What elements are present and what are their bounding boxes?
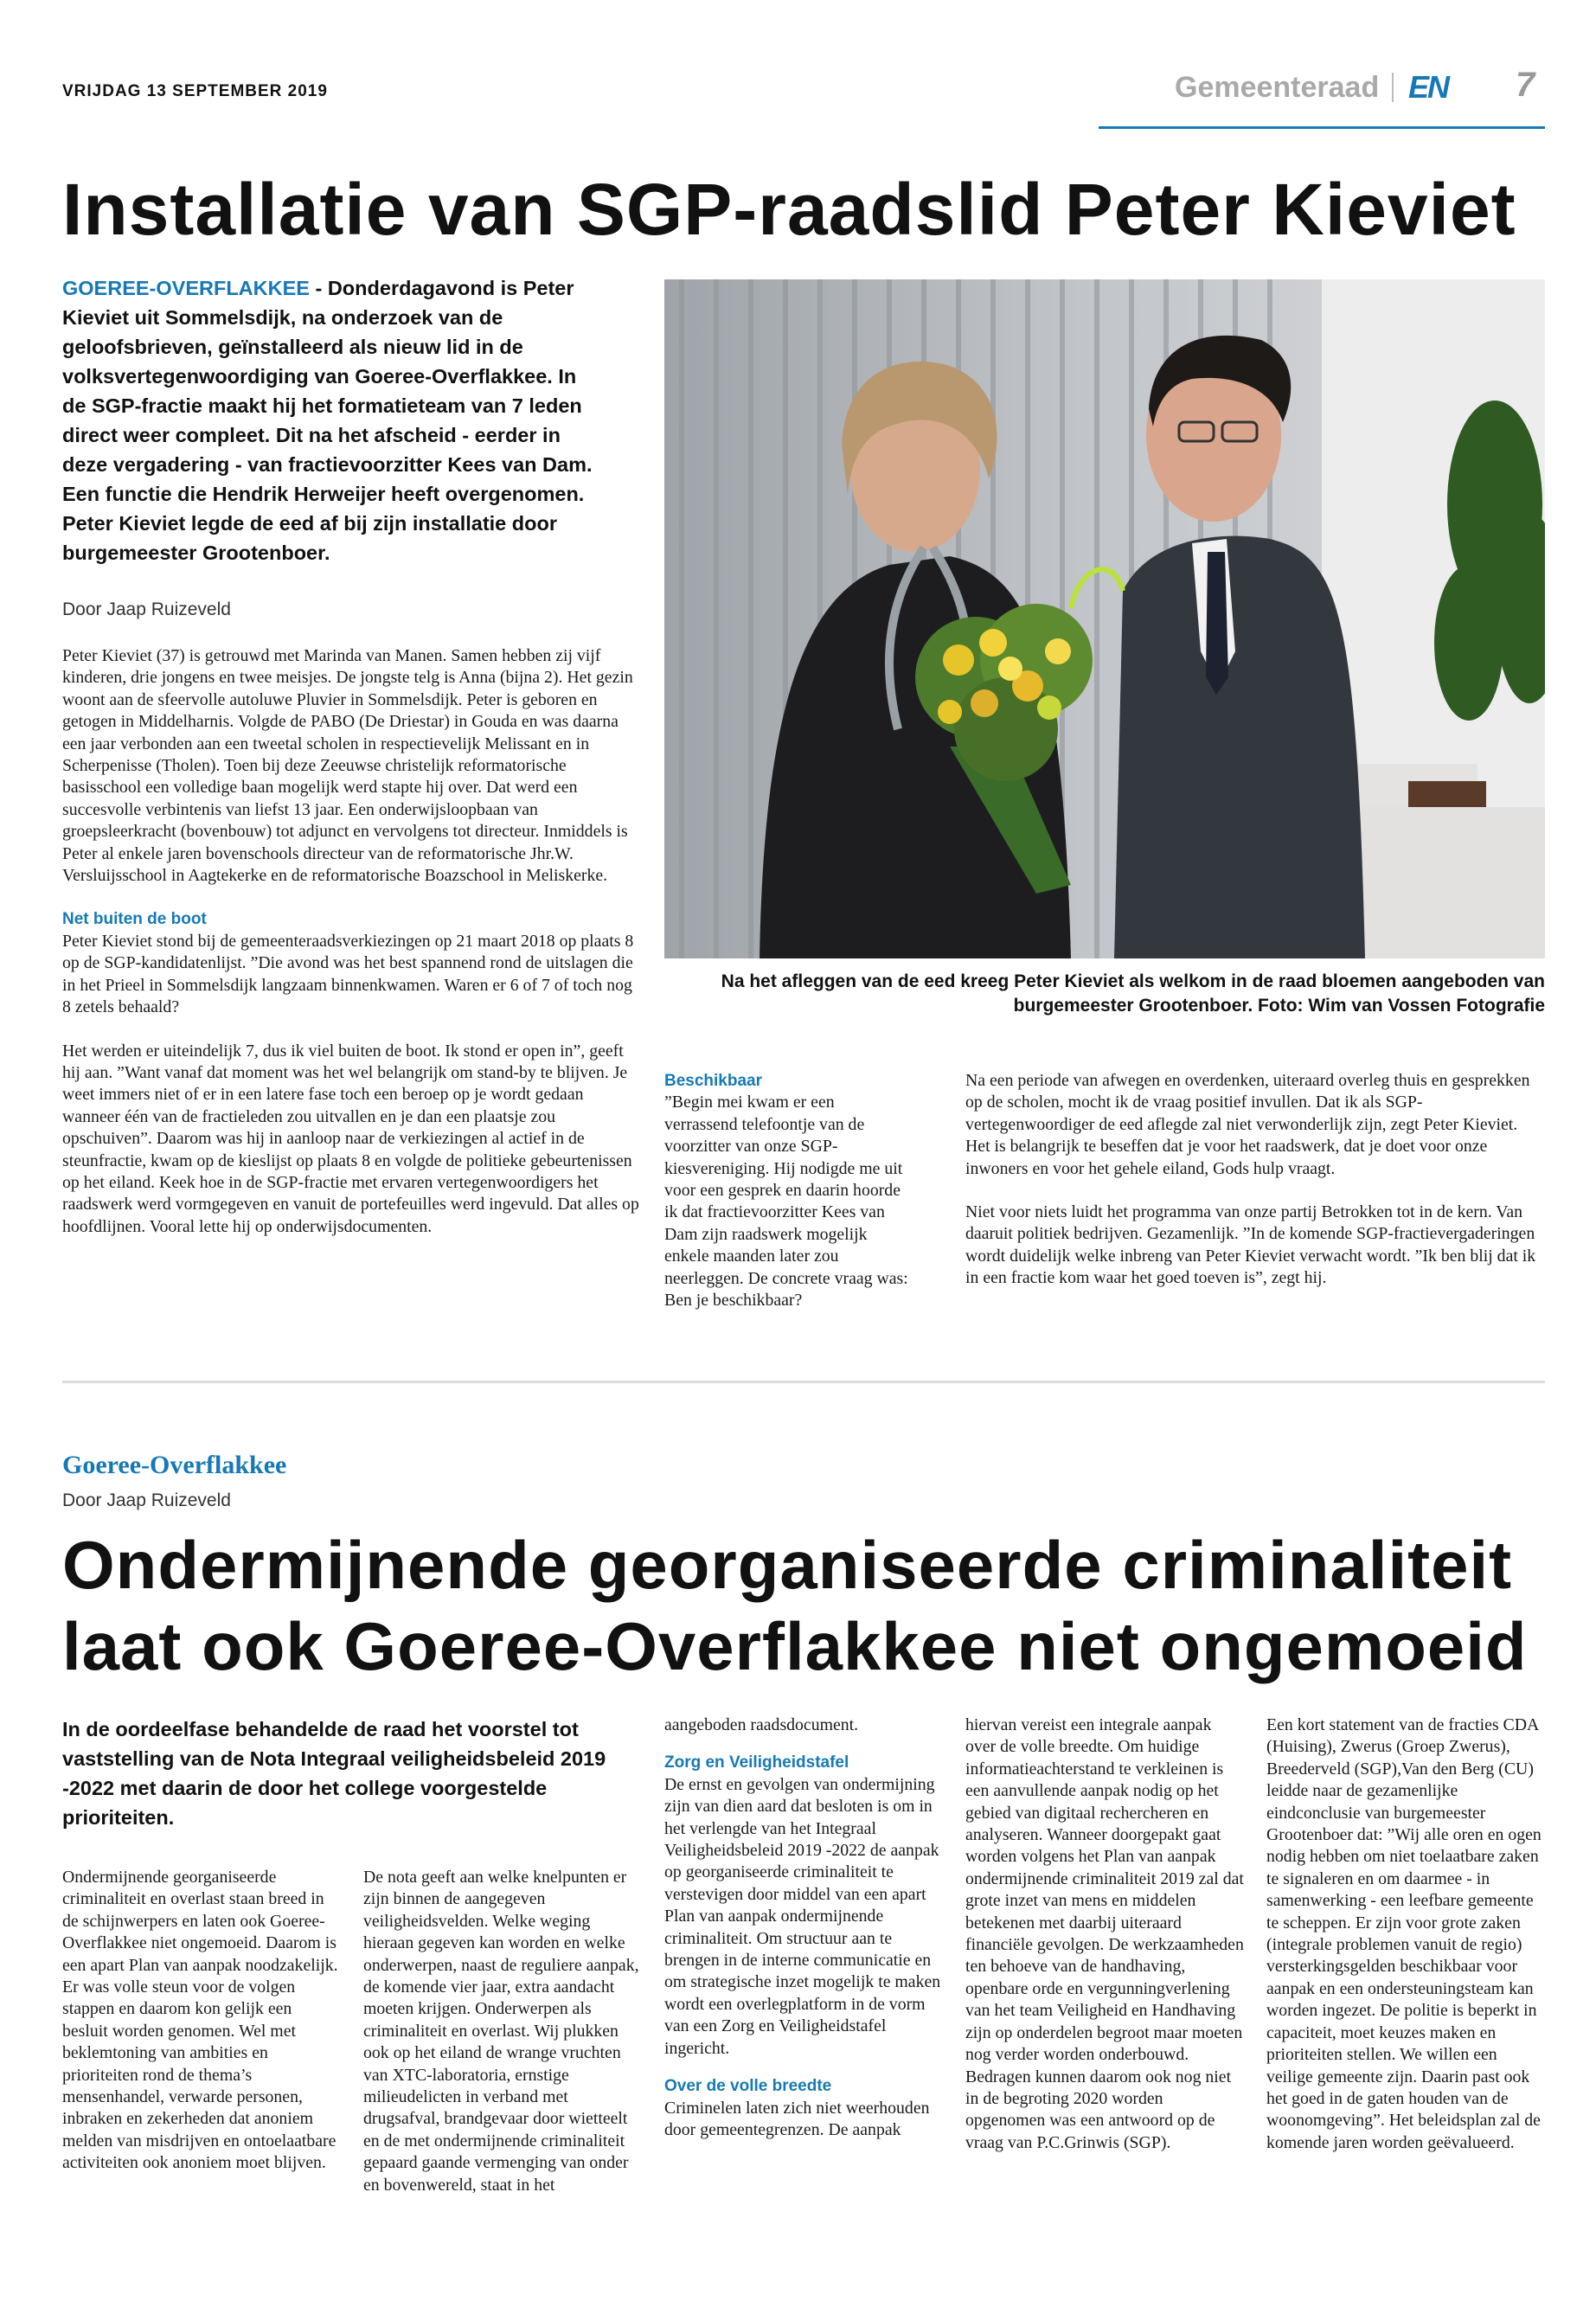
- issue-date: VRIJDAG 13 SEPTEMBER 2019: [62, 82, 328, 100]
- subhead-over-de-volle-breedte: Over de volle breedte: [664, 2077, 832, 2096]
- article2-col3: [664, 1715, 943, 2163]
- article1-para4: ”Begin mei kwam er een verrassend telefoontje van de voorzitter van onze SGP-kiesvereniging. Hij nodigde me uit voor een gesprek en daarin hoorde ik dat fractievoorzitter Kees van Dam zijn raadswerk mogelijk enkele maanden later zou neerleggen. De concrete vraag was: Ben je beschikbaar?: [664, 1093, 908, 1311]
- section-name: Gemeenteraad: [1175, 71, 1380, 104]
- article2-col5-text: Een kort statement van de fracties CDA (Huising), Zwerus (Groep Zwerus), Breederveld (SGP),Van den Berg (CU) leidde naar de gezamenlijke eindconclusie van burgemeester Grootenboer dat: ”Wij alle oren en ogen nodig hebben om niet toelaatbare zaken te signaleren en om daarmee - in samenwerking - een leefbare gemeente te scheppen. Er zijn voor grote zaken (integrale problemen vanuit de regio) versterkingsgelden beschikbaar voor aanpak en een ondersteuningsteam kan worden ingezet. De politie is beperkt in capaciteit, moet keuzes maken en prioriteiten stellen. We willen een veilige gemeente zijn. Daarin past ook het goed in de gaten houden van de woonomgeving”. Het beleidsplan zal de komende jaren worden geëvalueerd.: [1266, 1715, 1542, 2152]
- page-number: 7: [1516, 66, 1535, 104]
- article1-para5: Na een periode van afwegen en overdenken, uiteraard overleg thuis en gesprekken op de scholen, mocht ik de vraag positief invullen. Dat ik als SGP-vertegenwoordiger de eed aflegde zal niet verwonderlijk zijn, zegt Peter Kieviet. Het is belangrijk te beseffen dat je voor het raadswerk, dat je doet voor onze inwoners en voor het gehele eiland, Gods hulp vraagt.: [965, 1071, 1530, 1178]
- article2-col4-text: hiervan vereist een integrale aanpak over de volle breedte. Om huidige informatieachterstand te verkleinen is een aanvullende aanpak nodig op het gebied van digitaal rechercheren en analyseren. Wanneer doorgepakt gaat worden volgens het Plan van aanpak ondermijnende criminaliteit 2019 zal dat grote inzet van mens en middelen betekenen met daarbij uiteraard financiële gevolgen. De werkzaamheden ten behoeve van de handhaving, openbare orde en vergunningverlening van het team Veiligheid en Handhaving zijn op onderdelen begroot maar moeten nog verder worden onderbouwd. Bedragen kunnen daarom ook nog niet in de begroting 2020 worden opgenomen was een antwoord op de vraag van P.C.Grinwis (SGP).: [965, 1715, 1244, 2152]
- article2-title-line1: Ondermijnende georganiseerde criminaliteit: [62, 1527, 1513, 1603]
- article2-col2: [363, 1867, 642, 2218]
- header-separator: [1392, 73, 1394, 102]
- subhead-net-buiten-de-boot: Net buiten de boot: [62, 910, 207, 929]
- article2-title: [62, 1524, 1545, 1687]
- article2-col5: [1266, 1715, 1545, 2176]
- subhead-zorg-en-veiligheidstafel: Zorg en Veiligheidstafel: [664, 1753, 849, 1772]
- photo-caption: Na het afleggen van de eed kreeg Peter Kieviet als welkom in de raad bloemen aangeboden van burgemeester Grootenboer. Foto: Wim van Vossen Fotografie: [721, 971, 1545, 1016]
- article2-lead: In de oordeelfase behandelde de raad het voorstel tot vaststelling van de Nota Integraal veiligheidsbeleid 2019 -2022 met daarin de door het college voorgestelde prioriteiten.: [62, 1718, 606, 1829]
- article2-col4: [965, 1715, 1244, 2176]
- article2-byline: Door Jaap Ruizeveld: [62, 1490, 231, 1510]
- subhead-beschikbaar: Beschikbaar: [664, 1072, 763, 1090]
- article1-col3: [965, 1070, 1545, 1311]
- header-rule: [1099, 126, 1545, 129]
- article2-title-line2: laat ook Goeree-Overflakkee niet ongemoeid: [62, 1608, 1528, 1684]
- article2-col3-para1: De ernst en gevolgen van ondermijning zijn van dien aard dat besloten is om in het verlengde van het Integraal Veiligheidsbeleid 2019 -2022 de aanpak op georganiseerde criminaliteit te verstevigen door middel van een apart Plan van aanpak ondermijnende criminaliteit. Om structuur aan te brengen in de interne communicatie en om strategische inzet mogelijk te maken wordt een overlegplatform in de vorm van een Zorg en Veiligheidstafel ingericht.: [664, 1774, 941, 2058]
- article2-kicker: Goeree-Overflakkee: [62, 1451, 287, 1479]
- lead-place: GOEREE-OVERFLAKKEE: [62, 277, 310, 299]
- lead-text: - Donderdagavond is Peter Kieviet uit Sommelsdijk, na onderzoek van de geloofsbrieven, geïnstalleerd als nieuw lid in de volksvertegenwoordiging van Goeree-Overflakkee. In de SGP-fractie maakt hij het formatieteam van 7 leden direct weer compleet. Dit na het afscheid - eerder in deze vergadering - van fractievoorzitter Kees van Dam. Een functie die Hendrik Herweijer heeft overgenomen. Peter Kieviet legde de eed af bij zijn installatie door burgemeester Grootenboer.: [62, 277, 593, 564]
- article1-col1: [62, 645, 642, 1259]
- article1-para2: Peter Kieviet stond bij de gemeenteraadsverkiezingen op 21 maart 2018 op plaats 8 op de SGP-kandidatenlijst. ”Die avond was het best spannend rond de uitslagen die in het Prieel in Sommelsdijk langzaam binnenkwamen. Waren er 6 of 7 of toch nog 8 zetels behaald?: [62, 931, 634, 1017]
- article1-para3: Het werden er uiteindelijk 7, dus ik viel buiten de boot. Ik stond er open in”, geeft hij aan. ”Want vanaf dat moment was het wel belangrijk om stand-by te blijven. Je weet immers niet of er in een latere fase toch een beroep op je wordt gedaan wanneer één van de fractieleden zou uitvallen en je dan een plaatsje zou opschuiven”. Daarom was hij in aanloop naar de verkiezingen al actief in de steunfractie, kwam op de kieslijst op plaats 8 en volgde de politieke gebeurtenissen op het eiland. Keek hoe in de SGP-fractie met ervaren vertegenwoordigers het raadswerk werd vormgegeven en vanuit de portefeuilles werd ingevuld. Dat alles op hoofdlijnen. Vooral lette hij op onderwijsdocumenten.: [62, 1041, 639, 1236]
- article1-title: Installatie van SGP-raadslid Peter Kieviet: [62, 169, 1516, 250]
- article2-col1-text: Ondermijnende georganiseerde criminaliteit en overlast staan breed in de schijnwerpers en laten ook Goeree-Overflakkee niet ongemoeid. Daarom is een apart Plan van aanpak noodzakelijk. Er was volle steun voor de volgen stappen en daarom kon gelijk een besluit worden genomen. Wel met beklemtoning van ambities en prioriteiten rond de thema’s mensenhandel, verwarde personen, inbraken en zekerheden dat anoniem melden van misdrijven en ontoelaatbare activiteiten ook anoniem moet blijven.: [62, 1868, 338, 2173]
- publication-logo: EN: [1408, 69, 1449, 105]
- article2-col3-intro: aangeboden raadsdocument.: [664, 1715, 859, 1734]
- article1-col2: [664, 1070, 908, 1333]
- article1-para1: Peter Kieviet (37) is getrouwd met Marinda van Manen. Samen hebben zij vijf kinderen, drie jongens en twee meisjes. De jongste telg is Anna (bijna 2). Het gezin woont aan de sfeervolle autoluwe Pluvier in Sommelsdijk. Peter is geboren en getogen in Middelharnis. Volgde de PABO (De Driestar) in Gouda en was daarna een jaar verbonden aan een tweetal scholen in respectievelijk Melissant en in Scherpenisse (Tholen). Toen bij deze Zeeuwse christelijk reformatorische basisschool een volledige baan mogelijk werd stapte hij over. Dat werd een succesvolle verbintenis van liefst 13 jaar. Een onderwijsloopbaan van groepsleerkracht (bovenbouw) tot adjunct en vervolgens tot directeur. Inmiddels is Peter al enkele jaren bovenschools directeur van de reformatorische Jhr.W. Versluijsschool in Aagtekerke en de reformatorische Boazschool in Meliskerke.: [62, 646, 633, 886]
- article-divider: [62, 1381, 1545, 1383]
- article2-col2-text: De nota geeft aan welke knelpunten er zijn binnen de aangegeven veiligheidsvelden. Welke weging hieraan gegeven kan worden en welke onderwerpen, naast de reguliere aanpak, de komende vier jaar, extra aandacht moeten krijgen. Onderwerpen als criminaliteit en overlast. Wij plukken ook op het eiland de wrange vruchten van XTC-laboratoria, ernstige milieudelicten in verband met drugsafval, brandgevaar door wietteelt en de met ondermijnende criminaliteit gepaard gaande vermenging van onder en bovenwereld, staat in het: [363, 1868, 639, 2195]
- article2-col3-para2: Criminelen laten zich niet weerhouden door gemeentegrenzen. De aanpak: [664, 2098, 930, 2139]
- article1-photo: [664, 279, 1545, 958]
- article2-col1: [62, 1867, 341, 2196]
- article1-byline: Door Jaap Ruizeveld: [62, 599, 231, 619]
- article1-para6: Niet voor niets luidt het programma van onze partij Betrokken tot in de kern. Van daaruit politiek bedrijven. Gezamenlijk. ”In de komende SGP-fractievergaderingen wordt duidelijk welke inbreng van Peter Kieviet verwacht wordt. ”Ik ben blij dat ik in een fractie kom waar het goed toeven is”, zegt hij.: [965, 1202, 1536, 1288]
- article1-lead: [62, 273, 599, 567]
